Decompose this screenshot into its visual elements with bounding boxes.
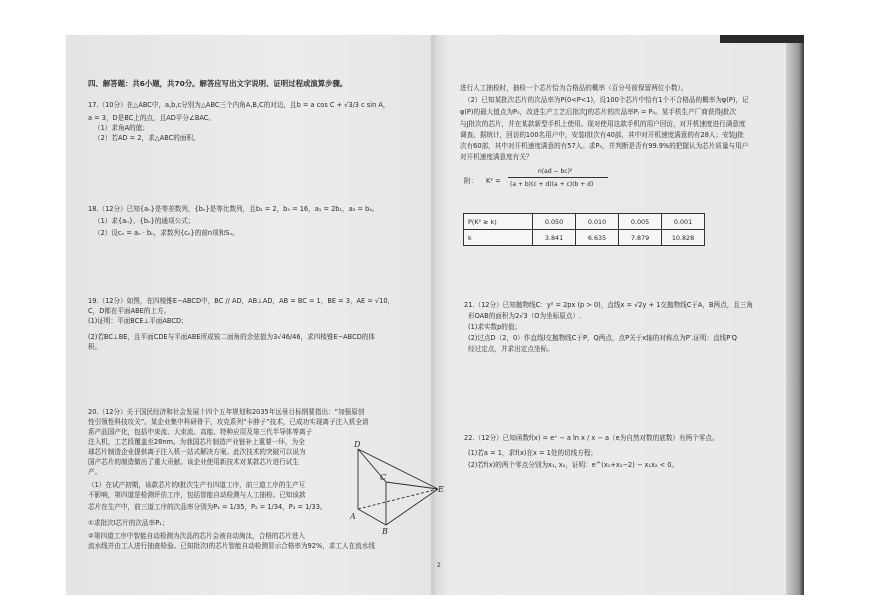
vertex-label: A bbox=[350, 512, 356, 521]
page-number: 2 bbox=[437, 562, 441, 569]
table-cell: 3.841 bbox=[533, 230, 576, 246]
section-title: 四、解答题：共6小题，共70分。解答应写出文字说明、证明过程或演算步骤。 bbox=[88, 79, 348, 88]
q20-line: 注入机，工艺段覆盖至28nm。为我国芯片制造产业链补上重要一环，为全 bbox=[88, 438, 305, 446]
table-cell: 7.879 bbox=[619, 230, 662, 246]
table-row bbox=[464, 230, 705, 246]
q20-cont-line: 调查。据统计，回访的100名用户中，安装I批次有40部，其中对开机速度满意的有28人；安装J批 bbox=[460, 131, 744, 139]
q21-line: (1)求实数p的值； bbox=[468, 323, 522, 331]
q20-line: ①求批次I芯片的次品率P₁； bbox=[88, 519, 169, 527]
q19-line: (2)若BC⊥BE，且平面CDE与平面ABE所成锐二面角的余弦值为3√46/46，求四棱锥E−ABCD的体 bbox=[88, 333, 375, 341]
critical-value-table bbox=[463, 213, 705, 246]
q20-cont-line: 次有60部，其中对开机速度满意的有57人。求P₀，并判断是否有99.9%的把握认为芯片质量与用户 bbox=[460, 142, 749, 150]
table-cell: 0.050 bbox=[533, 214, 576, 230]
q18-line: （1）求{aₙ}、{bₙ}的通项公式； bbox=[94, 217, 195, 225]
q20-cont-line: φ(P)的最大值点为P₀，改进生产工艺后批次J的芯片的次品率Pⱼ = P₀。某手机生产厂商获得J批次 bbox=[460, 108, 737, 116]
q21-line: 经过定点，并求出定点坐标。 bbox=[468, 345, 554, 353]
fraction-bar bbox=[508, 177, 608, 178]
q20-line: 系产品国产化，包括中束流、大束流、高能、特种应用及第三代半导体等离子 bbox=[88, 428, 313, 436]
table-cell: 0.010 bbox=[576, 214, 619, 230]
q20-line: 性引领性科技攻关”。某企业集中科研骨干，攻克系列“卡脖子”技术，已成功实现离子注入机全谱 bbox=[88, 418, 369, 426]
q20-cont-line: 对开机速度满意度有关？ bbox=[460, 153, 533, 161]
formula-prefix: 附： bbox=[464, 177, 478, 185]
q22-line: 22.（12分）已知函数f(x) = eˣ − a ln x / x − a（e为自然对数的底数）有两个零点。 bbox=[464, 434, 719, 442]
table-cell: 0.001 bbox=[662, 214, 705, 230]
q21-line: 21.（12分）已知抛物线C：y² = 2px (p > 0)，直线x = √2y + 1交抛物线C于A，B两点，且三角 bbox=[464, 301, 754, 309]
q19-line: 积。 bbox=[88, 343, 102, 351]
q20-line: 芯片在生产中，前三道工序的次品率分别为P₁ = 1/35，P₂ = 1/34，P₃ = 1/33。 bbox=[88, 503, 327, 511]
q19-line: (1)证明：平面BCE⊥平面ABCD； bbox=[88, 317, 188, 325]
q20-line: 产。 bbox=[88, 468, 102, 476]
q20-line: 20.（12分）关于国民经济和社会发展十四个五年规划和2035年远景目标纲要指出：“加强原创 bbox=[88, 408, 365, 416]
formula-numerator: n(ad − bc)² bbox=[538, 168, 573, 175]
q17-line: （1）求角A的值； bbox=[94, 124, 149, 132]
q20-cont-line: 与J批次的芯片，并在某款新型手机上使用。现对使用这款手机的用户回访，对开机速度进行满意度 bbox=[460, 120, 746, 128]
table-cell: 6.635 bbox=[576, 230, 619, 246]
q20-line: 国产芯片的制造做出了重大贡献。该企业使用新技术对某款芯片进行试生 bbox=[88, 458, 299, 466]
q21-line: (2)过点D（2，0）作直线l交抛物线C于P，Q两点，点P关于x轴的对称点为P′.证明：直线P′Q bbox=[468, 334, 737, 342]
q20-cont-line: （2）已知某批次芯片的次品率为P(0<P<1)，设100个芯片中恰有1个不合格品的概率为φ(P)，记 bbox=[464, 96, 749, 104]
formula-denominator: (a + b)(c + d)(a + c)(b + d) bbox=[510, 181, 594, 188]
table-cell: k bbox=[464, 230, 533, 246]
q18-line: 18.（12分）已知{aₙ}是等差数列，{bₙ}是等比数列，且b₂ = 2，b₅ = 16，a₁ = 2b₁，a₃ = b₄。 bbox=[88, 205, 379, 213]
q17-line: a = 3，D是BC上的点，且AD平分∠BAC。 bbox=[88, 114, 215, 122]
q19-line: C，D都在平面ABE的上方。 bbox=[88, 307, 171, 315]
q17-line: （2）若AD = 2，求△ABC的面积。 bbox=[94, 134, 200, 142]
q19-line: 19.（12分）如图，在四棱锥E−ABCD中，BC // AD，AB⊥AD，AB = BC = 1，BE = 3，AE = √10， bbox=[88, 297, 395, 305]
scan-edge-shadow bbox=[786, 35, 804, 595]
q21-line: 形OAB的面积为2√3（O为坐标原点）. bbox=[468, 312, 582, 320]
q20-line: （1）在试产初期，该款芯片的I批次生产有四道工序，前三道工序的生产互 bbox=[88, 481, 306, 489]
q17-line: 17.（10分）在△ABC中，a,b,c分别为△ABC三个内角A,B,C的对边，且b = a cos C + √3/3 c sin A， bbox=[88, 101, 390, 109]
vertex-label: B bbox=[382, 527, 388, 536]
table-cell: 10.828 bbox=[662, 230, 705, 246]
q22-line: (2)若f(x)的两个零点分别为x₁, x₂，证明：e^(x₁+x₂−2) − x₁x₂ < 0。 bbox=[468, 461, 679, 469]
q20-line: 流水线并由工人进行抽查检验。已知批次I的芯片智能自动检测显示合格率为92%，求工人在流水线 bbox=[88, 542, 375, 550]
q20-cont-line: 进行人工抽检时，抽检一个芯片恰为合格品的概率（百分号前保留两位小数）。 bbox=[460, 84, 688, 92]
q22-line: (1)若a = 1，求f(x)在x = 1处的切线方程； bbox=[468, 449, 598, 457]
vertex-label: C bbox=[380, 473, 387, 482]
q20-line: 球芯片制造企业提供离子注入机一站式解决方案。此次技术的突破可以说为 bbox=[88, 448, 306, 456]
q18-line: （2）设cₙ = aₙ · bₙ，求数列{cₙ}的前n项和Sₙ。 bbox=[94, 229, 239, 237]
q20-line: ②第四道工序中智能自动检测为次品的芯片会被自动淘汰，合格的芯片进入 bbox=[88, 532, 305, 540]
vertex-label: D bbox=[354, 440, 361, 449]
pyramid-figure bbox=[346, 437, 446, 539]
table-cell: 0.005 bbox=[619, 214, 662, 230]
q20-line: 不影响，第四道是检测评估工序，包括智能自动检测与人工抽检。已知该款 bbox=[88, 491, 306, 499]
scan-corner-shadow bbox=[720, 35, 804, 43]
table-cell: P(K² ≥ k) bbox=[464, 214, 533, 230]
table-row bbox=[464, 214, 705, 230]
vertex-label: E bbox=[438, 485, 444, 494]
formula-lhs: K² = bbox=[486, 177, 501, 185]
